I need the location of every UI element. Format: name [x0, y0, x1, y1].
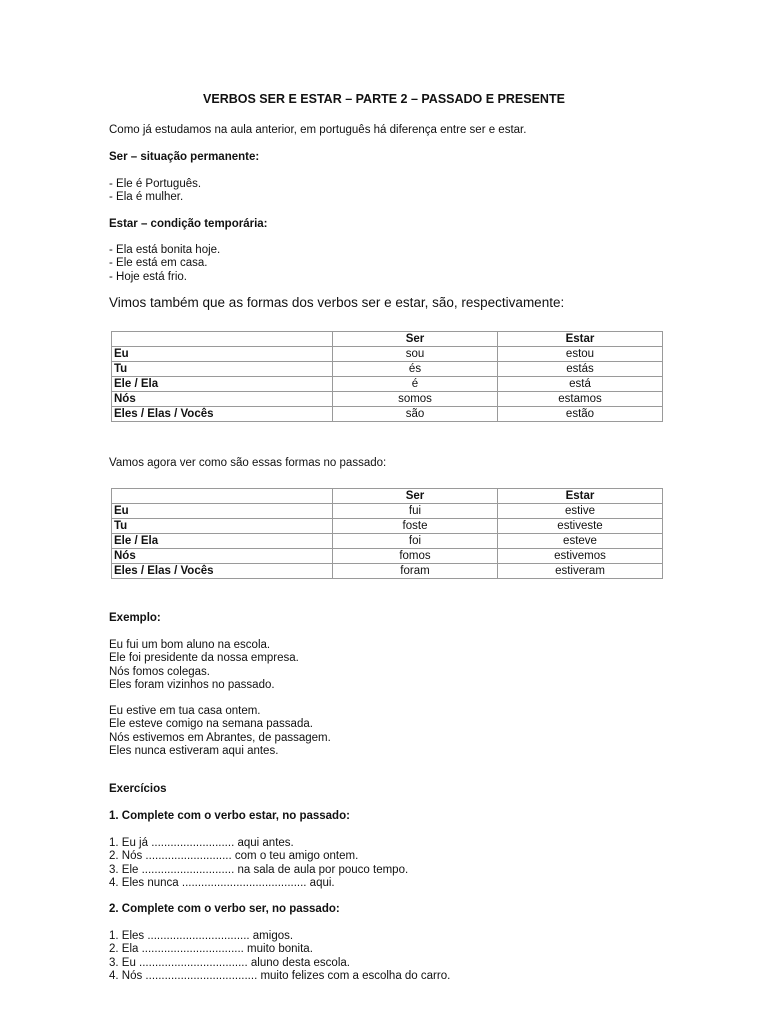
pronoun-cell: Eles / Elas / Vocês	[112, 407, 333, 422]
ser-cell: sou	[333, 347, 498, 362]
ser-cell: somos	[333, 392, 498, 407]
present-table	[111, 331, 663, 422]
estar-example: - Hoje está frio.	[109, 270, 187, 283]
pronoun-cell: Eles / Elas / Vocês	[112, 564, 333, 579]
example-sentence: Ele esteve comigo na semana passada.	[109, 718, 313, 731]
examples-ser	[109, 639, 299, 692]
ser-example: - Ele é Português.	[109, 178, 202, 190]
estar-cell: esteve	[498, 534, 663, 549]
page-title: VERBOS SER E ESTAR – PARTE 2 – PASSADO E PRESENTE	[203, 92, 565, 106]
estar-cell: estive	[498, 504, 663, 519]
estar-cell: estiveram	[498, 564, 663, 579]
estar-cell: estivemos	[498, 549, 663, 564]
table-header-cell	[112, 489, 333, 504]
table-row	[112, 534, 663, 549]
example-sentence: Eu estive em tua casa ontem.	[109, 705, 261, 717]
past-intro: Vamos agora ver como são essas formas no passado:	[109, 457, 387, 469]
table-row	[112, 519, 663, 534]
table-header-cell: Ser	[333, 489, 498, 504]
exercise1-items	[109, 837, 408, 890]
estar-cell: estão	[498, 407, 663, 422]
pronoun-cell: Tu	[112, 519, 333, 534]
exercise-item: 2. Ela ................................ muito bonita.	[109, 943, 313, 956]
exercise-item: 4. Eles nunca ....................................... aqui.	[109, 876, 335, 889]
intro-paragraph: Como já estudamos na aula anterior, em português há diferença entre ser e estar.	[109, 124, 527, 136]
table-header-cell: Ser	[333, 332, 498, 347]
forms-intro: Vimos também que as formas dos verbos ser e estar, são, respectivamente:	[109, 295, 565, 310]
exercise-item: 1. Eu já .......................... aqui antes.	[109, 837, 294, 849]
ser-cell: é	[333, 377, 498, 392]
example-sentence: Nós fomos colegas.	[109, 665, 210, 678]
pronoun-cell: Ele / Ela	[112, 377, 333, 392]
ser-example: - Ela é mulher.	[109, 191, 184, 204]
ser-cell: foi	[333, 534, 498, 549]
ser-examples	[109, 178, 201, 205]
exercise2-items	[109, 930, 450, 983]
ser-cell: és	[333, 362, 498, 377]
estar-cell: estás	[498, 362, 663, 377]
ser-cell: foste	[333, 519, 498, 534]
table-row	[112, 549, 663, 564]
example-sentence: Eles foram vizinhos no passado.	[109, 678, 275, 691]
table-header-cell: Estar	[498, 489, 663, 504]
exercise-item: 1. Eles ................................ amigos.	[109, 930, 294, 942]
estar-cell: estiveste	[498, 519, 663, 534]
exercise1-heading: 1. Complete com o verbo estar, no passado:	[109, 810, 350, 822]
ser-cell: foram	[333, 564, 498, 579]
estar-heading: Estar – condição temporária:	[109, 218, 268, 230]
ser-heading: Ser – situação permanente:	[109, 151, 260, 163]
estar-examples	[109, 244, 220, 284]
pronoun-cell: Nós	[112, 392, 333, 407]
estar-cell: estamos	[498, 392, 663, 407]
pronoun-cell: Tu	[112, 362, 333, 377]
pronoun-cell: Eu	[112, 347, 333, 362]
exercise-item: 4. Nós ................................... muito felizes com a escolha do carro.	[109, 969, 451, 982]
exercise-item: 2. Nós ........................... com o teu amigo ontem.	[109, 850, 359, 863]
example-sentence: Nós estivemos em Abrantes, de passagem.	[109, 731, 331, 744]
estar-cell: estou	[498, 347, 663, 362]
example-sentence: Eles nunca estiveram aqui antes.	[109, 744, 279, 757]
pronoun-cell: Eu	[112, 504, 333, 519]
table-row	[112, 362, 663, 377]
table-header-cell: Estar	[498, 332, 663, 347]
exercises-heading: Exercícios	[109, 783, 167, 795]
table-header-row	[112, 489, 663, 504]
table-row	[112, 564, 663, 579]
table-row	[112, 377, 663, 392]
exercise-item: 3. Eu .................................. aluno desta escola.	[109, 956, 350, 969]
exercise-item: 3. Ele ............................. na sala de aula por pouco tempo.	[109, 863, 409, 876]
estar-example: - Ele está em casa.	[109, 257, 208, 270]
ser-cell: fomos	[333, 549, 498, 564]
table-row	[112, 504, 663, 519]
ser-cell: são	[333, 407, 498, 422]
pronoun-cell: Ele / Ela	[112, 534, 333, 549]
estar-cell: está	[498, 377, 663, 392]
example-heading: Exemplo:	[109, 612, 161, 624]
exercise2-heading: 2. Complete com o verbo ser, no passado:	[109, 903, 340, 915]
pronoun-cell: Nós	[112, 549, 333, 564]
ser-cell: fui	[333, 504, 498, 519]
estar-example: - Ela está bonita hoje.	[109, 244, 221, 256]
examples-estar	[109, 705, 331, 758]
table-row	[112, 407, 663, 422]
example-sentence: Ele foi presidente da nossa empresa.	[109, 652, 299, 665]
example-sentence: Eu fui um bom aluno na escola.	[109, 639, 271, 651]
table-header-row	[112, 332, 663, 347]
table-header-cell	[112, 332, 333, 347]
table-row	[112, 392, 663, 407]
table-row	[112, 347, 663, 362]
past-table	[111, 488, 663, 579]
